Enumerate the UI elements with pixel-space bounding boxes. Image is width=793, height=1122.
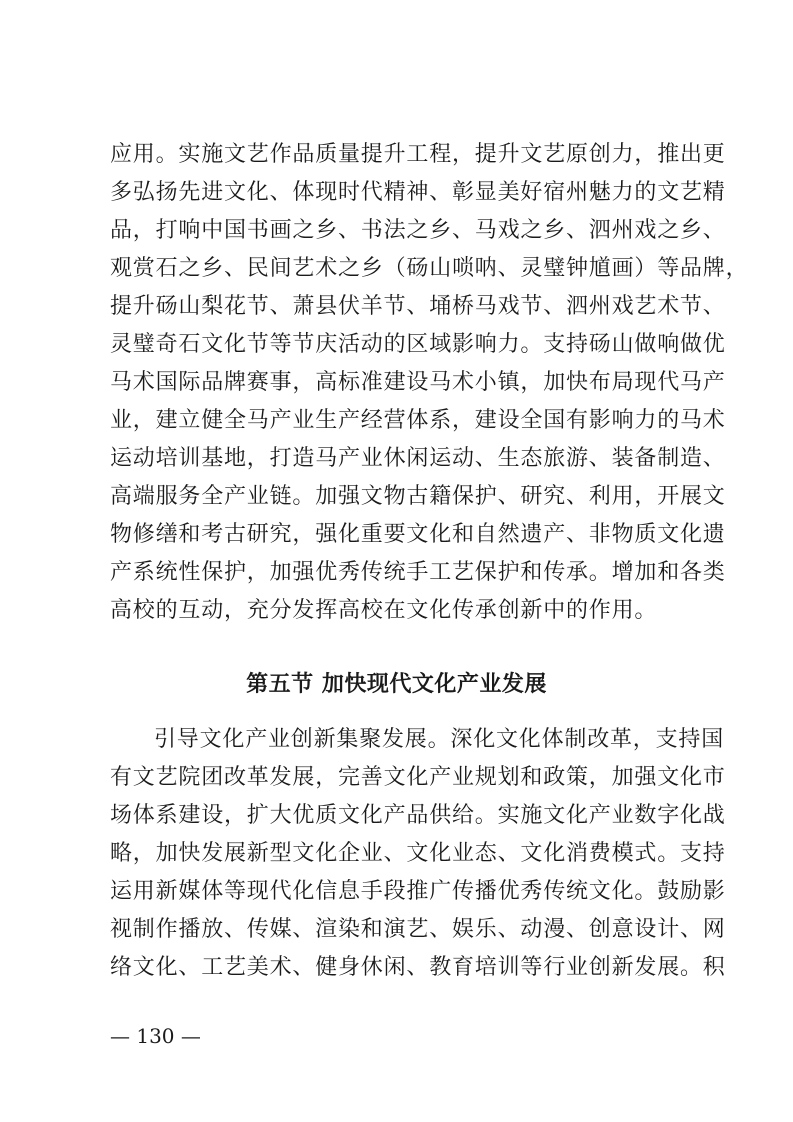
- page-number: — 130 —: [110, 1024, 201, 1048]
- body-text-line: 络文化、工艺美术、健身休闲、教育培训等行业创新发展。积: [110, 955, 726, 980]
- paragraph-first-line: [154, 725, 725, 755]
- body-text-line: 多弘扬先进文化、体现时代精神、彰显美好宿州魅力的文艺精: [110, 180, 726, 205]
- body-text-line: 物修缮和考古研究，强化重要文化和自然遗产、非物质文化遗: [110, 522, 726, 547]
- body-text-line: 运用新媒体等现代化信息手段推广传播优秀传统文化。鼓励影: [110, 879, 726, 904]
- body-text-line: 业，建立健全马产业生产经营体系，建设全国有影响力的马术: [110, 408, 726, 433]
- body-text-line: 高端服务全产业链。加强文物古籍保护、研究、利用，开展文: [110, 484, 726, 509]
- paragraph-lead: 引导文化产业创新集聚发展。: [154, 727, 451, 752]
- body-text-line: 有文艺院团改革发展，完善文化产业规划和政策，加强文化市: [110, 765, 726, 790]
- body-text-line: 运动培训基地，打造马产业休闲运动、生态旅游、装备制造、: [110, 446, 726, 471]
- body-text-line: 应用。实施文艺作品质量提升工程，提升文艺原创力，推出更: [110, 142, 726, 167]
- body-text-line: 品，打响中国书画之乡、书法之乡、马戏之乡、泗州戏之乡、: [110, 218, 726, 243]
- body-text-line: 略，加快发展新型文化企业、文化业态、文化消费模式。支持: [110, 841, 726, 866]
- paragraph-first-line-rest: 深化文化体制改革，支持国: [450, 727, 725, 752]
- body-text-line: 观赏石之乡、民间艺术之乡（砀山唢呐、灵璧钟馗画）等品牌，: [110, 256, 749, 281]
- body-text-line: 提升砀山梨花节、萧县伏羊节、埇桥马戏节、泗州戏艺术节、: [110, 294, 726, 319]
- body-text-line: 高校的互动，充分发挥高校在文化传承创新中的作用。: [110, 598, 658, 623]
- body-text-line: 灵璧奇石文化节等节庆活动的区域影响力。支持砀山做响做优: [110, 332, 726, 357]
- section-heading: 第五节 加快现代文化产业发展: [246, 672, 547, 697]
- body-text-line: 场体系建设，扩大优质文化产品供给。实施文化产业数字化战: [110, 803, 726, 828]
- body-text-line: 马术国际品牌赛事，高标准建设马术小镇，加快布局现代马产: [110, 370, 726, 395]
- body-text-line: 产系统性保护，加强优秀传统手工艺保护和传承。增加和各类: [110, 560, 726, 585]
- body-text-line: 视制作播放、传媒、渲染和演艺、娱乐、动漫、创意设计、网: [110, 917, 726, 942]
